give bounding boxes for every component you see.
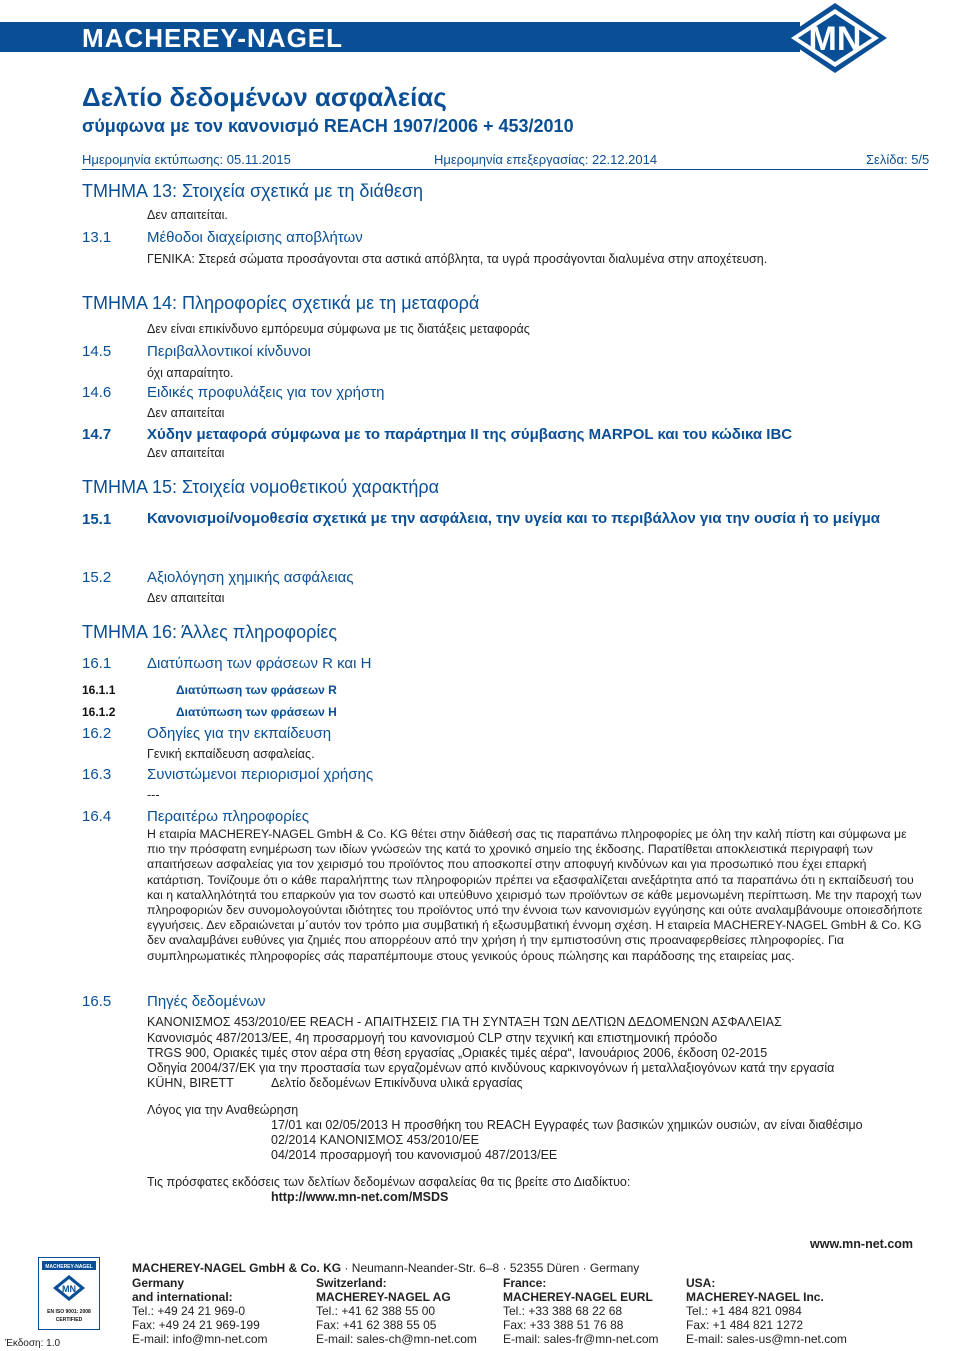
- footer-fr-heading-2: MACHEREY-NAGEL EURL: [503, 1290, 653, 1304]
- footer-us-heading-2: MACHEREY-NAGEL Inc.: [686, 1290, 824, 1304]
- section-16-2-number: 16.2: [82, 725, 112, 742]
- footer-us-tel: Tel.: +1 484 821 0984: [686, 1304, 802, 1318]
- section-13-1-number: 13.1: [82, 229, 112, 246]
- document-title: Δελτίο δεδομένων ασφαλείας: [82, 82, 447, 112]
- section-15-2-text: Δεν απαιτείται: [147, 591, 225, 605]
- cert-standard: EN ISO 9001: 2008: [47, 1309, 91, 1315]
- footer-website[interactable]: www.mn-net.com: [810, 1237, 914, 1251]
- section-14-6-text: Δεν απαιτείται: [147, 406, 225, 420]
- section-15-1-heading: Κανονισμοί/νομοθεσία σχετικά με την ασφάλεια, την υγεία και το περιβάλλον για την ουσία ή το μείγμα: [147, 510, 880, 527]
- section-14-6-heading: Ειδικές προφυλάξεις για τον χρήστη: [147, 384, 385, 401]
- source-5-author: KÜHN, BIRETT: [147, 1076, 234, 1090]
- logo-text: MN: [808, 20, 862, 58]
- footer-ch-tel: Tel.: +41 62 388 55 00: [316, 1304, 436, 1318]
- header-banner: [0, 0, 960, 72]
- section-16-2-heading: Οδηγίες για την εκπαίδευση: [147, 725, 332, 742]
- section-16-5-number: 16.5: [82, 993, 112, 1010]
- edition: Έκδοση: 1.0: [5, 1338, 61, 1349]
- footer-fr-tel: Tel.: +33 388 68 22 68: [503, 1304, 623, 1318]
- section-14-7-heading: Χύδην μεταφορά σύμφωνα με το παράρτημα II της σύμβασης MARPOL και του κώδικα IBC: [147, 426, 793, 443]
- section-16-5-heading: Πηγές δεδομένων: [147, 993, 266, 1010]
- latest-versions-note: Τις πρόσφατες εκδόσεις των δελτίων δεδομένων ασφαλείας θα τις βρείτε στο Διαδίκτυο:: [147, 1175, 631, 1189]
- footer-us-fax: Fax: +1 484 821 1272: [686, 1318, 804, 1332]
- footer-address-line: [132, 1261, 639, 1275]
- document-subtitle: σύμφωνα με τον κανονισμό REACH 1907/2006 + 453/2010: [82, 116, 574, 136]
- section-16-title: ΤΜΗΜΑ 16: Άλλες πληροφορίες: [82, 622, 338, 642]
- cert-brand: MACHEREY-NAGEL: [45, 1264, 93, 1270]
- section-14-5-text: όχι απαραίτητο.: [147, 366, 234, 380]
- footer-ch-heading-2: MACHEREY-NAGEL AG: [316, 1290, 451, 1304]
- section-13-title: ΤΜΗΜΑ 13: Στοιχεία σχετικά με τη διάθεση: [82, 181, 424, 201]
- section-16-4-number: 16.4: [82, 808, 112, 825]
- footer-fr-email[interactable]: E-mail: sales-fr@mn-net.com: [503, 1332, 659, 1346]
- section-16-1-2-heading: Διατύπωση των φράσεων H: [176, 705, 337, 719]
- source-5-title: Δελτίο δεδομένων Επικίνδυνα υλικά εργασίας: [271, 1076, 523, 1090]
- mn-logo-icon: [775, 0, 895, 75]
- footer-ch-email[interactable]: E-mail: sales-ch@mn-net.com: [316, 1332, 477, 1346]
- source-3: TRGS 900, Οριακές τιμές στον αέρα στη θέση εργασίας „Οριακές τιμές αέρα“, Ιανουάριος 2006, έκδοση 02-2015: [147, 1046, 768, 1060]
- section-16-3-number: 16.3: [82, 766, 112, 783]
- revision-reason-3: 04/2014 προσαρμογή του κανονισμού 487/2013/ΕΕ: [271, 1148, 558, 1162]
- section-16-3-heading: Συνιστώμενοι περιορισμοί χρήσης: [147, 766, 374, 783]
- section-14-5-heading: Περιβαλλοντικοί κίνδυνοι: [147, 343, 311, 360]
- footer-de-email[interactable]: E-mail: info@mn-net.com: [132, 1332, 268, 1346]
- section-13-1-text: ΓΕΝΙΚΑ: Στερεά σώματα προσάγονται στα αστικά απόβλητα, τα υγρά προσάγονται διαλυμένα στην αποχέτευση.: [147, 252, 768, 266]
- section-14-7-text: Δεν απαιτείται: [147, 446, 225, 460]
- revision-reason-label: Λόγος για την Αναθεώρηση: [147, 1103, 299, 1117]
- section-16-2-text: Γενική εκπαίδευση ασφαλείας.: [147, 747, 315, 761]
- section-14-7-number: 14.7: [82, 426, 112, 443]
- source-1: ΚΑΝΟΝΙΣΜΟΣ 453/2010/ΕΕ REACH - ΑΠΑΙΤΗΣΕΙΣ ΓΙΑ ΤΗ ΣΥΝΤΑΞΗ ΤΩΝ ΔΕΛΤΙΩΝ ΔΕΔΟΜΕΝΩΝ ΑΣΦΑΛΕΙΑΣ: [147, 1015, 782, 1029]
- section-13-note: Δεν απαιτείται.: [147, 208, 228, 222]
- footer-fr-heading-1: France:: [503, 1276, 547, 1290]
- section-16-1-heading: Διατύπωση των φράσεων R και H: [147, 655, 372, 672]
- footer-ch-fax: Fax: +41 62 388 55 05: [316, 1318, 437, 1332]
- footer-us-email[interactable]: E-mail: sales-us@mn-net.com: [686, 1332, 847, 1346]
- section-16-1-1-heading: Διατύπωση των φράσεων R: [176, 683, 337, 697]
- cert-certified: CERTIFIED: [55, 1317, 83, 1323]
- section-15-2-number: 15.2: [82, 569, 112, 586]
- section-16-1-2-number: 16.1.2: [82, 705, 116, 719]
- section-14-6-number: 14.6: [82, 384, 112, 401]
- cert-logo-text: MN: [62, 1284, 76, 1294]
- footer-de-heading-1: Germany: [132, 1276, 185, 1290]
- print-date: Ημερομηνία εκτύπωσης: 05.11.2015: [82, 152, 291, 167]
- section-14-5-number: 14.5: [82, 343, 112, 360]
- revision-reason-1: 17/01 και 02/05/2013 Η προσθήκη του REACH Εγγραφές των βασικών χημικών ουσιών, αν είναι διαθέσιμο: [271, 1118, 863, 1132]
- footer-de-tel: Tel.: +49 24 21 969-0: [132, 1304, 246, 1318]
- iso-certificate-icon: [38, 1257, 100, 1339]
- source-4: Οδηγία 2004/37/ΕΚ για την προστασία των εργαζομένων από κινδύνους καρκινογόνων ή μεταλλαξιογόνων κατά την εργασία: [147, 1061, 835, 1075]
- footer-ch-heading-1: Switzerland:: [316, 1276, 387, 1290]
- footer-company: MACHEREY-NAGEL GmbH & Co. KG: [132, 1261, 342, 1275]
- page-number: Σελίδα: 5/5: [866, 152, 930, 167]
- msds-link[interactable]: http://www.mn-net.com/MSDS: [271, 1190, 449, 1204]
- section-16-4-heading: Περαιτέρω πληροφορίες: [147, 808, 309, 825]
- section-13-1-heading: Μέθοδοι διαχείρισης αποβλήτων: [147, 229, 363, 246]
- section-15-2-heading: Αξιολόγηση χημικής ασφάλειας: [147, 569, 354, 586]
- section-16-3-text: ---: [147, 788, 160, 802]
- footer-address: · Neumann-Neander-Str. 6–8 · 52355 Düren · Germany: [341, 1261, 640, 1275]
- header-divider: [82, 169, 928, 170]
- section-15-1-number: 15.1: [82, 511, 112, 528]
- brand-name: MACHEREY-NAGEL: [82, 23, 344, 53]
- section-16-1-1-number: 16.1.1: [82, 683, 116, 697]
- footer-de-heading-2: and international:: [132, 1290, 233, 1304]
- footer-us-heading-1: USA:: [686, 1276, 716, 1290]
- edit-date: Ημερομηνία επεξεργασίας: 22.12.2014: [434, 152, 658, 167]
- source-2: Κανονισμός 487/2013/ΕΕ, 4η προσαρμογή του κανονισμού CLP στην τεχνική και επιστημονική πρόοδο: [147, 1031, 718, 1045]
- section-16-4-text: Η εταιρία MACHEREY-NAGEL GmbH & Co. KG θέτει στην διάθεσή σας τις παραπάνω πληροφορίες με όλη την καλή πίστη και σύμφωνα με πιο την πρόσφατη ενημέρωση των ιδίων γνώσεών της κατά το χρονικό σημείο της έκδοσης. Παρατίθεται αποκλειστικά περιγραφή των απαιτήσεων ασφαλείας για τον χειρισμό του προϊόντος που αποσκοπεί στην αποφυγή κινδύνων και για προσωπικό που έχει επαρκή κατάρτιση. Τονίζουμε ότι ο κάθε παραλήπτης των πληροφοριών πρέπει να εξασφαλίζεται ανεξάρτητα από τα παραπάνω ότι η εκπαίδευσή του και η καταλληλότητά του επαρκούν για τον σωστό και υπεύθυνο χειρισμό των προϊόντων σε κάθε μεμονωμένη περίπτωση. Με την παροχή των πληροφοριών δεν συνομολογούνται ιδιότητες του προϊόντος υπό την έννοια των κανονισμών εγγύησης και ούτε αναλαμβάνουμε οποιεσδήποτε εγγυήσεις. Δεν εδραιώνεται μ΄αυτόν τον τρόπο μια συμβατική ή εξωσυμβατική έννομη σχέση. Η εταιρεία MACHEREY-NAGEL GmbH & Co. KG δεν αναλαμβάνει ευθύνες για ζημιές που απορρέουν από την χρήση ή την εμπιστοσύνη στις προαναφερθείσες πληροφορίες. Για συμπληρωματικές πληροφορίες σάς παραπέμπουμε στους γενικούς όρους πώλησης και παράδοσης της εταιρείας μας.: [147, 827, 923, 963]
- section-14-title: ΤΜΗΜΑ 14: Πληροφορίες σχετικά με τη μεταφορά: [82, 293, 480, 313]
- section-14-note: Δεν είναι επικίνδυνο εμπόρευμα σύμφωνα με τις διατάξεις μεταφοράς: [147, 322, 530, 336]
- footer-de-fax: Fax: +49 24 21 969-199: [132, 1318, 260, 1332]
- section-15-title: ΤΜΗΜΑ 15: Στοιχεία νομοθετικού χαρακτήρα: [82, 477, 439, 497]
- revision-reason-2: 02/2014 ΚΑΝΟΝΙΣΜΟΣ 453/2010/ΕΕ: [271, 1133, 479, 1147]
- section-16-1-number: 16.1: [82, 655, 112, 672]
- footer-fr-fax: Fax: +33 388 51 76 88: [503, 1318, 624, 1332]
